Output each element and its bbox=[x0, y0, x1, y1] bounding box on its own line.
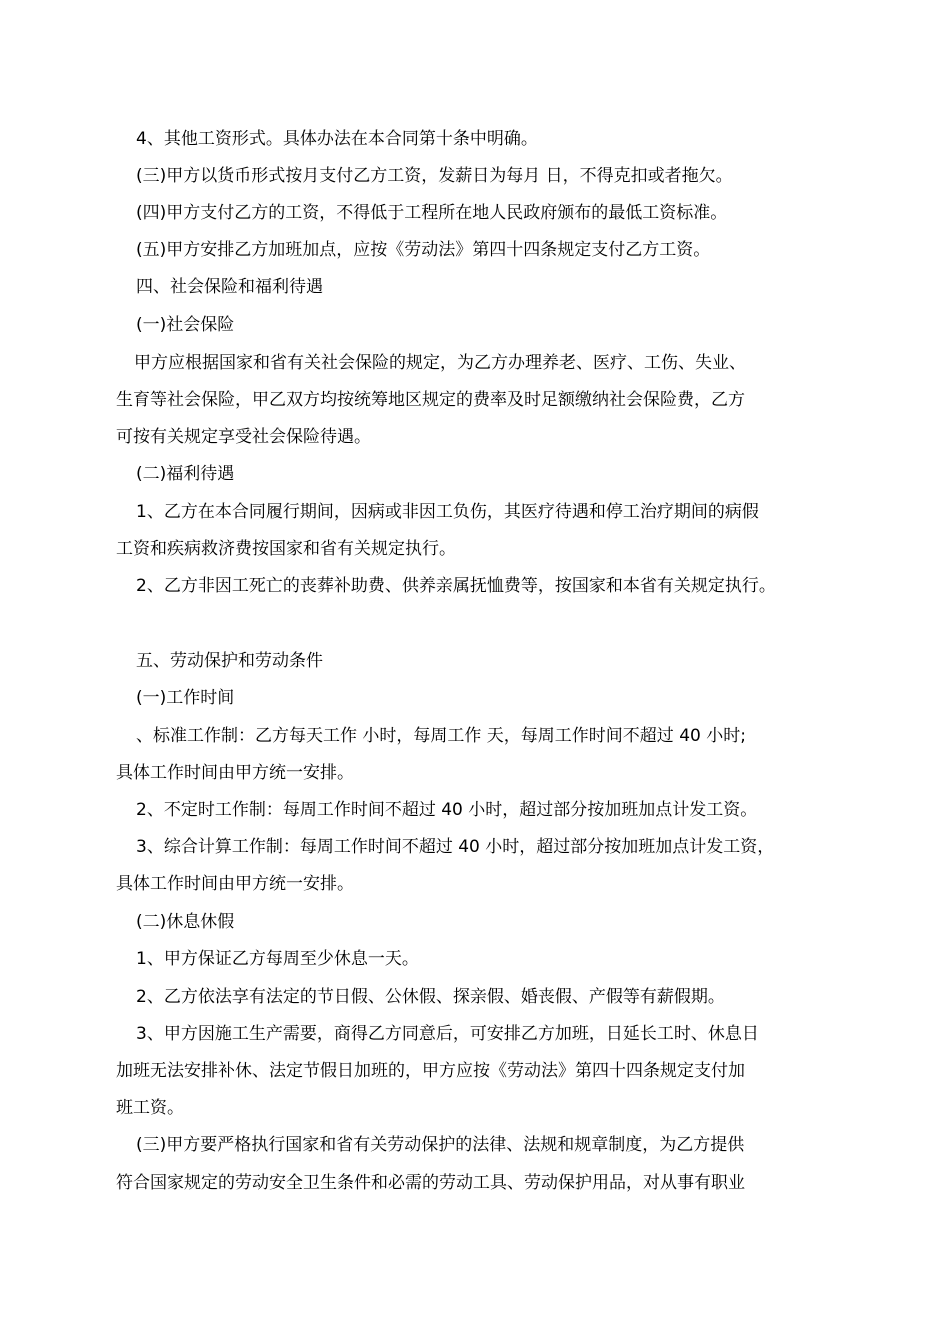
paragraph-line: 3、甲方因施工生产需要，商得乙方同意后，可安排乙方加班，日延长工时、休息日 bbox=[136, 1024, 759, 1044]
paragraph-line: 1、乙方在本合同履行期间，因病或非因工负伤，其医疗待遇和停工治疗期间的病假 bbox=[136, 502, 759, 522]
paragraph-line: 工资和疾病救济费按国家和省有关规定执行。 bbox=[116, 539, 456, 559]
paragraph-line: 班工资。 bbox=[116, 1098, 184, 1118]
section-heading: 四、社会保险和福利待遇 bbox=[136, 277, 323, 297]
paragraph-line: 生育等社会保险，甲乙双方均按统筹地区规定的费率及时足额缴纳社会保险费，乙方 bbox=[116, 390, 745, 410]
paragraph-line: (四)甲方支付乙方的工资，不得低于工程所在地人民政府颁布的最低工资标准。 bbox=[136, 203, 728, 223]
section-heading: 五、劳动保护和劳动条件 bbox=[136, 651, 323, 671]
paragraph-line: 1、甲方保证乙方每周至少休息一天。 bbox=[136, 949, 419, 969]
paragraph-line: 具体工作时间由甲方统一安排。 bbox=[116, 763, 354, 783]
paragraph-line: 加班无法安排补休、法定节假日加班的，甲方应按《劳动法》第四十四条规定支付加 bbox=[116, 1061, 745, 1081]
subsection-heading: (一)社会保险 bbox=[136, 315, 235, 335]
paragraph-line: 符合国家规定的劳动安全卫生条件和必需的劳动工具、劳动保护用品，对从事有职业 bbox=[116, 1173, 745, 1193]
paragraph-line: 4、其他工资形式。具体办法在本合同第十条中明确。 bbox=[136, 129, 538, 149]
subsection-heading: (一)工作时间 bbox=[136, 688, 235, 708]
paragraph-line: (三)甲方要严格执行国家和省有关劳动保护的法律、法规和规章制度，为乙方提供 bbox=[136, 1135, 745, 1155]
paragraph-line: 、标准工作制：乙方每天工作 小时，每周工作 天，每周工作时间不超过 40 小时; bbox=[136, 726, 746, 746]
paragraph-line: 2、不定时工作制：每周工作时间不超过 40 小时，超过部分按加班加点计发工资。 bbox=[136, 800, 758, 820]
paragraph-line: 可按有关规定享受社会保险待遇。 bbox=[116, 427, 371, 447]
paragraph-line: (三)甲方以货币形式按月支付乙方工资，发薪日为每月 日，不得克扣或者拖欠。 bbox=[136, 166, 733, 186]
paragraph-line: 甲方应根据国家和省有关社会保险的规定，为乙方办理养老、医疗、工伤、失业、 bbox=[134, 353, 746, 373]
paragraph-line: 3、综合计算工作制：每周工作时间不超过 40 小时，超过部分按加班加点计发工资， bbox=[136, 837, 775, 857]
subsection-heading: (二)休息休假 bbox=[136, 912, 235, 932]
paragraph-line: (五)甲方安排乙方加班加点，应按《劳动法》第四十四条规定支付乙方工资。 bbox=[136, 240, 711, 260]
paragraph-line: 具体工作时间由甲方统一安排。 bbox=[116, 874, 354, 894]
subsection-heading: (二)福利待遇 bbox=[136, 464, 235, 484]
paragraph-line: 2、乙方依法享有法定的节日假、公休假、探亲假、婚丧假、产假等有薪假期。 bbox=[136, 987, 725, 1007]
paragraph-line: 2、乙方非因工死亡的丧葬补助费、供养亲属抚恤费等，按国家和本省有关规定执行。 bbox=[136, 576, 776, 596]
